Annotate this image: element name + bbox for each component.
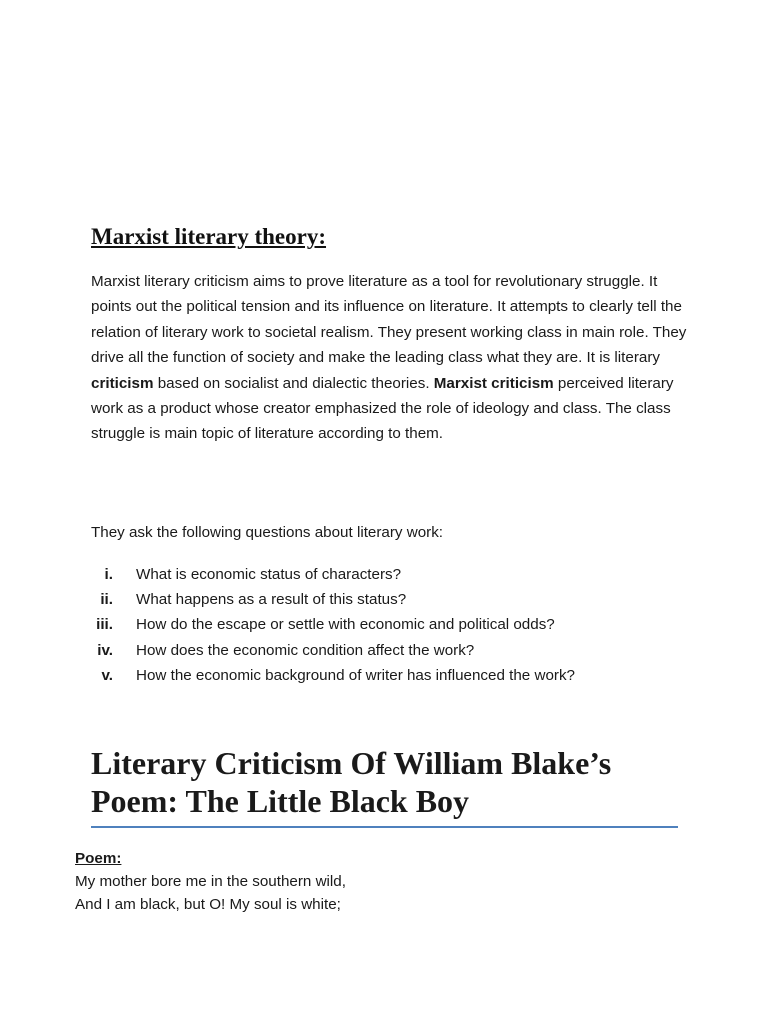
list-number: i. [104, 566, 113, 584]
list-item [91, 663, 691, 688]
list-number: iii. [96, 616, 113, 634]
list-number: iv. [97, 641, 113, 659]
bold-term-marxist-criticism: Marxist criticism [433, 374, 554, 392]
heading-underline-rule [91, 826, 678, 828]
paragraph-text: perceived literary work as a product whose creator emphasized the role of ideology and class. The class struggle is main topic of literature according to them. [91, 374, 674, 443]
questions-list [91, 562, 691, 688]
list-item [91, 612, 691, 637]
paragraph-text: based on socialist and dialectic theories. [153, 374, 434, 392]
list-item-text: How the economic background of writer has influenced the work? [136, 666, 575, 684]
paragraph-text: Marxist literary criticism aims to prove literature as a tool for revolutionary struggle. It points out the political tension and its influence on literature. It attempts to clearly tell the relation of literary work to societal realism. They present working class in main role. They drive all the function of society and make the leading class what they are. It is literary [91, 273, 687, 367]
list-number: ii. [100, 591, 113, 609]
poem-line: And I am black, but O! My soul is white; [75, 896, 341, 913]
list-item-text: What happens as a result of this status? [136, 591, 407, 609]
questions-intro: They ask the following questions about literary work: [91, 524, 444, 541]
bold-term-criticism: criticism [91, 374, 154, 392]
section-heading-blake-poem: Literary Criticism Of William Blake’s Poem: The Little Black Boy [91, 745, 612, 819]
list-number: v. [101, 666, 113, 684]
list-item [91, 562, 691, 587]
list-item [91, 587, 691, 612]
body-paragraph [91, 269, 691, 447]
list-item-text: How does the economic condition affect the work? [136, 641, 475, 659]
poem-line: My mother bore me in the southern wild, [75, 873, 346, 890]
poem-label: Poem: [75, 850, 122, 867]
list-item [91, 638, 691, 663]
section-heading-marxist-theory: Marxist literary theory: [91, 224, 327, 249]
list-item-text: How do the escape or settle with economic and political odds? [136, 616, 555, 634]
list-item-text: What is economic status of characters? [136, 566, 402, 584]
